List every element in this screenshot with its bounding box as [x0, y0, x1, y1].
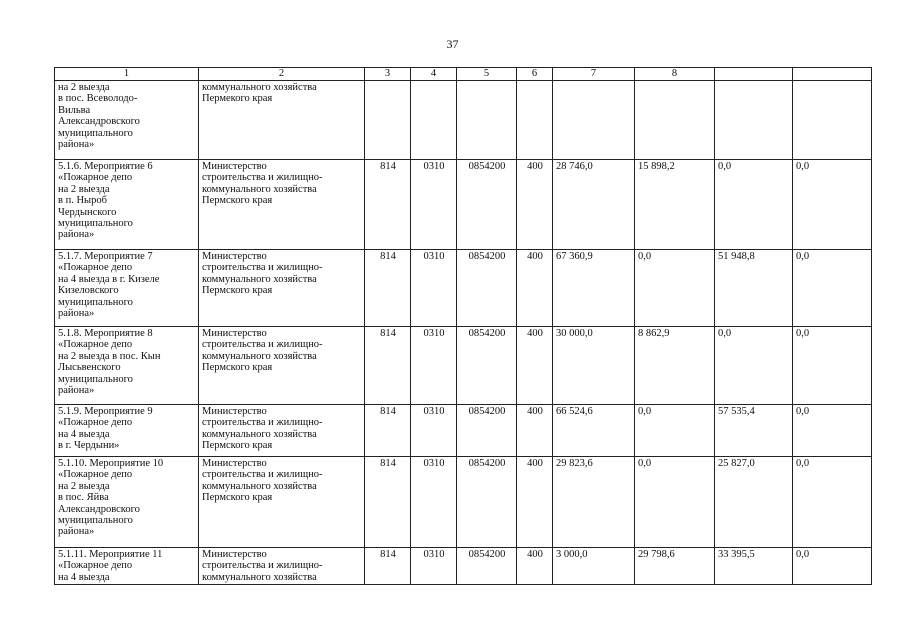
- amount-cell: 29 798,6: [635, 548, 715, 585]
- amount-cell: 0,0: [793, 160, 872, 250]
- section-code-cell: 0310: [411, 160, 457, 250]
- table-row: [55, 81, 872, 160]
- amount-cell: 0,0: [793, 548, 872, 585]
- target-code-cell: 0854200: [457, 250, 517, 327]
- section-code-cell: 0310: [411, 250, 457, 327]
- activity-name-cell: 5.1.8. Мероприятие 8 «Пожарное депо на 2 выезда в пос. Кын Лысьвенского муниципального района»: [55, 327, 199, 405]
- admin-code-cell: 814: [365, 250, 411, 327]
- amount-cell: 66 524,6: [553, 405, 635, 457]
- amount-cell: 0,0: [635, 405, 715, 457]
- expense-type-cell: [517, 81, 553, 160]
- column-number: 1: [55, 68, 199, 81]
- amount-cell: 30 000,0: [553, 327, 635, 405]
- column-number: 5: [457, 68, 517, 81]
- amount-cell: 15 898,2: [635, 160, 715, 250]
- table-row: [55, 160, 872, 250]
- section-code-cell: 0310: [411, 457, 457, 548]
- amount-cell: [715, 81, 793, 160]
- expense-type-cell: 400: [517, 548, 553, 585]
- amount-cell: 57 535,4: [715, 405, 793, 457]
- admin-code-cell: [365, 81, 411, 160]
- amount-cell: 25 827,0: [715, 457, 793, 548]
- column-number: 3: [365, 68, 411, 81]
- section-code-cell: 0310: [411, 405, 457, 457]
- column-number-row: [55, 68, 872, 81]
- amount-cell: 51 948,8: [715, 250, 793, 327]
- amount-cell: 0,0: [635, 250, 715, 327]
- executor-cell: Министерство строительства и жилищно- коммунального хозяйства Пермского края: [199, 405, 365, 457]
- amount-cell: 0,0: [793, 250, 872, 327]
- target-code-cell: 0854200: [457, 327, 517, 405]
- admin-code-cell: 814: [365, 405, 411, 457]
- admin-code-cell: 814: [365, 160, 411, 250]
- target-code-cell: 0854200: [457, 548, 517, 585]
- table-row: [55, 405, 872, 457]
- column-number: [715, 68, 793, 81]
- target-code-cell: [457, 81, 517, 160]
- amount-cell: 67 360,9: [553, 250, 635, 327]
- expense-type-cell: 400: [517, 250, 553, 327]
- activity-name-cell: 5.1.9. Мероприятие 9 «Пожарное депо на 4 выезда в г. Чердыни»: [55, 405, 199, 457]
- activity-name-cell: 5.1.10. Мероприятие 10 «Пожарное депо на 2 выезда в пос. Яйва Александровского муниципального района»: [55, 457, 199, 548]
- column-number: [793, 68, 872, 81]
- amount-cell: 0,0: [715, 327, 793, 405]
- column-number: 6: [517, 68, 553, 81]
- amount-cell: 0,0: [793, 457, 872, 548]
- column-number: 4: [411, 68, 457, 81]
- activity-name-cell: 5.1.11. Мероприятие 11 «Пожарное депо на 4 выезда: [55, 548, 199, 585]
- executor-cell: Министерство строительства и жилищно- коммунального хозяйства Пермского края: [199, 160, 365, 250]
- section-code-cell: [411, 81, 457, 160]
- expense-type-cell: 400: [517, 327, 553, 405]
- amount-cell: [553, 81, 635, 160]
- amount-cell: 8 862,9: [635, 327, 715, 405]
- column-number: 7: [553, 68, 635, 81]
- amount-cell: 33 395,5: [715, 548, 793, 585]
- page-number: 37: [446, 37, 459, 51]
- activity-name-cell: 5.1.6. Мероприятие 6 «Пожарное депо на 2 выезда в п. Ныроб Чердынского муниципального района»: [55, 160, 199, 250]
- amount-cell: 28 746,0: [553, 160, 635, 250]
- activity-name-cell: на 2 выезда в пос. Всеволодо- Вильва Александровского муниципального района»: [55, 81, 199, 160]
- amount-cell: [635, 81, 715, 160]
- admin-code-cell: 814: [365, 548, 411, 585]
- table-row: [55, 250, 872, 327]
- amount-cell: [793, 81, 872, 160]
- target-code-cell: 0854200: [457, 160, 517, 250]
- amount-cell: 3 000,0: [553, 548, 635, 585]
- executor-cell: Министерство строительства и жилищно- коммунального хозяйства Пермского края: [199, 457, 365, 548]
- amount-cell: 0,0: [793, 327, 872, 405]
- column-number: 8: [635, 68, 715, 81]
- expense-type-cell: 400: [517, 457, 553, 548]
- table-row: [55, 548, 872, 585]
- executor-cell: Министерство строительства и жилищно- коммунального хозяйства: [199, 548, 365, 585]
- section-code-cell: 0310: [411, 548, 457, 585]
- column-number: 2: [199, 68, 365, 81]
- table-row: [55, 457, 872, 548]
- section-code-cell: 0310: [411, 327, 457, 405]
- admin-code-cell: 814: [365, 457, 411, 548]
- amount-cell: 0,0: [635, 457, 715, 548]
- expense-type-cell: 400: [517, 160, 553, 250]
- target-code-cell: 0854200: [457, 457, 517, 548]
- expense-type-cell: 400: [517, 405, 553, 457]
- executor-cell: Министерство строительства и жилищно- коммунального хозяйства Пермского края: [199, 327, 365, 405]
- executor-cell: коммунального хозяйства Пермекого края: [199, 81, 365, 160]
- executor-cell: Министерство строительства и жилищно- коммунального хозяйства Пермского края: [199, 250, 365, 327]
- target-code-cell: 0854200: [457, 405, 517, 457]
- budget-table: [54, 67, 872, 585]
- activity-name-cell: 5.1.7. Мероприятие 7 «Пожарное депо на 4 выезда в г. Кизеле Кизеловского муниципального района»: [55, 250, 199, 327]
- amount-cell: 29 823,6: [553, 457, 635, 548]
- table-row: [55, 327, 872, 405]
- amount-cell: 0,0: [793, 405, 872, 457]
- admin-code-cell: 814: [365, 327, 411, 405]
- amount-cell: 0,0: [715, 160, 793, 250]
